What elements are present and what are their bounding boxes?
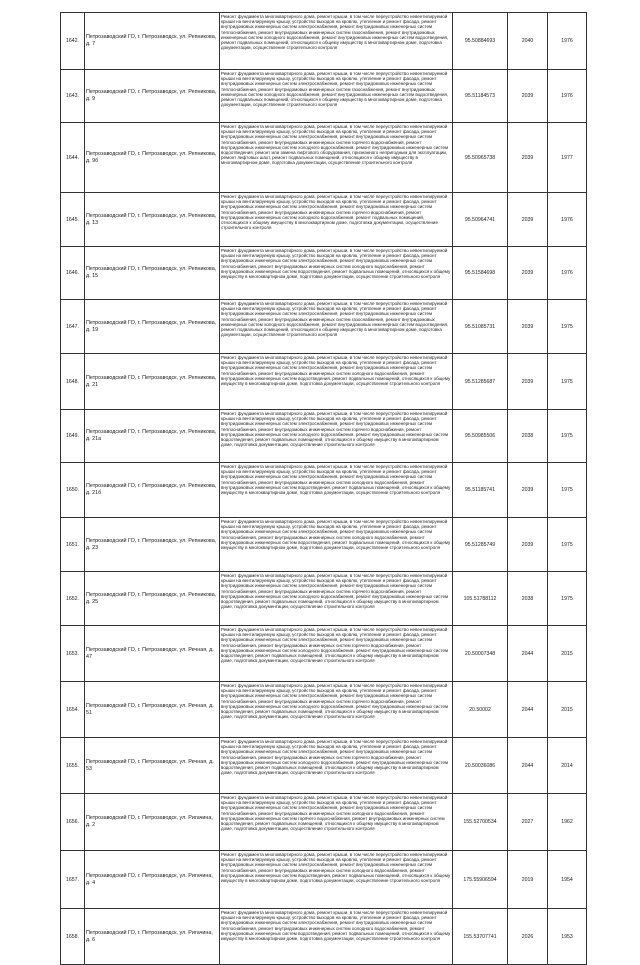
- table-row: [61, 909, 587, 965]
- built-year-cell: 1962: [548, 794, 587, 851]
- cost-cell: 95.51285687: [453, 354, 508, 410]
- built-year-cell: 1975: [548, 518, 587, 572]
- address-cell: Петрозаводский ГО, г. Петрозаводск, ул. Репникова, д. 13: [85, 193, 220, 247]
- works-cell: Ремонт фундамента многоквартирного дома, ремонт крыши, в том числе переустройство невентилируемой крыши на вентилируемую крышу, устройство выходов на кровлю, утепление и ремонт фасада, ремонт внутридомовых инженерных систем электроснабжения, ремонт внутридомовых инженерных систем теплоснабжения, ремонт внутридомовых инженерных систем холодного водоснабжения, ремонт внутридомовых инженерных систем водоотведения, ремонт подвальных помещений, относящихся к общему имуществу в многоквартирном доме, подготовка документации, осуществление строительного контроля: [220, 518, 453, 572]
- row-number-cell: 1650.: [61, 463, 85, 518]
- cost-cell: 20.50007348: [453, 626, 508, 682]
- address-cell: Петрозаводский ГО, г. Петрозаводск, ул. Речная, д. 47: [85, 626, 220, 682]
- built-year-cell: 2015: [548, 682, 587, 738]
- planned-year-cell: 2044: [508, 626, 548, 682]
- built-year-cell: 1976: [548, 70, 587, 123]
- works-cell: Ремонт фундамента многоквартирного дома, ремонт крыши, в том числе переустройство невентилируемой крыши на вентилируемую крышу, устройство выходов на кровлю, утепление и ремонт фасада, ремонт внутридомовых инженерных систем электроснабжения, ремонт внутридомовых инженерных систем теплоснабжения, ремонт внутридомовых инженерных систем газоснабжения, ремонт внутридомовых инженерных систем холодного водоснабжения, ремонт внутридомовых инженерных систем водоотведения, ремонт подвальных помещений, относящихся к общему имуществу в многоквартирном доме, подготовка документации, осуществление строительного контроля: [220, 300, 453, 354]
- row-number-cell: 1646.: [61, 247, 85, 300]
- table-row: [61, 682, 587, 738]
- cost-cell: 20.50002: [453, 682, 508, 738]
- works-cell: Ремонт фундамента многоквартирного дома, ремонт крыши, в том числе переустройство невентилируемой крыши на вентилируемую крышу, устройство выходов на кровлю, утепление и ремонт фасада, ремонт внутридомовых инженерных систем электроснабжения, ремонт внутридомовых инженерных систем теплоснабжения, ремонт внутридомовых инженерных систем горячего водоснабжения, ремонт внутридомовых инженерных систем холодного водоснабжения, ремонт внутридомовых инженерных систем водоотведения, ремонт подвальных помещений, относящихся к общему имуществу в многоквартирном доме, подготовка документации, осуществление строительного контроля: [220, 626, 453, 682]
- planned-year-cell: 2026: [508, 909, 548, 965]
- row-number-cell: 1648.: [61, 354, 85, 410]
- cost-cell: 95.51184573: [453, 70, 508, 123]
- table-row: [61, 794, 587, 851]
- row-number-cell: 1654.: [61, 682, 85, 738]
- works-cell: Ремонт фундамента многоквартирного дома, ремонт крыши, в том числе переустройство невентилируемой крыши на вентилируемую крышу, устройство выходов на кровлю, утепление и ремонт фасада, ремонт внутридомовых инженерных систем электроснабжения, ремонт внутридомовых инженерных систем теплоснабжения, ремонт внутридомовых инженерных систем горячего водоснабжения, ремонт внутридомовых инженерных систем холодного водоснабжения, ремонт подвальных помещений, относящихся к общему имуществу в многоквартирном доме, подготовка документации, осуществление строительного контроля: [220, 193, 453, 247]
- table-row: [61, 410, 587, 463]
- row-number-cell: 1655.: [61, 738, 85, 794]
- address-cell: Петрозаводский ГО, г. Петрозаводск, ул. Репникова, д. 7: [85, 13, 220, 70]
- row-number-cell: 1649.: [61, 410, 85, 463]
- address-cell: Петрозаводский ГО, г. Петрозаводск, ул. Речная, д. 53: [85, 738, 220, 794]
- address-cell: Петрозаводский ГО, г. Петрозаводск, ул. Речная, д. 51: [85, 682, 220, 738]
- address-cell: Петрозаводский ГО, г. Петрозаводск, ул. Ригачина, д. 4: [85, 851, 220, 909]
- row-number-cell: 1642.: [61, 13, 85, 70]
- planned-year-cell: 2040: [508, 13, 548, 70]
- works-cell: Ремонт фундамента многоквартирного дома, ремонт крыши, в том числе переустройство невентилируемой крыши на вентилируемую крышу, устройство выходов на кровлю, утепление и ремонт фасада, ремонт внутридомовых инженерных систем электроснабжения, ремонт внутридомовых инженерных систем теплоснабжения, ремонт внутридомовых инженерных систем горячего водоснабжения, ремонт внутридомовых инженерных систем холодного водоснабжения, ремонт внутридомовых инженерных систем водоотведения, ремонт подвальных помещений, относящихся к общему имуществу в многоквартирном доме, подготовка документации, осуществление строительного контроля: [220, 682, 453, 738]
- planned-year-cell: 2044: [508, 682, 548, 738]
- built-year-cell: 1975: [548, 300, 587, 354]
- planned-year-cell: 2039: [508, 247, 548, 300]
- planned-year-cell: 2039: [508, 300, 548, 354]
- works-cell: Ремонт фундамента многоквартирного дома, ремонт крыши, в том числе переустройство невентилируемой крыши на вентилируемую крышу, устройство выходов на кровлю, утепление и ремонт фасада, ремонт внутридомовых инженерных систем электроснабжения, ремонт внутридомовых инженерных систем теплоснабжения, ремонт внутридомовых инженерных систем холодного водоснабжения, ремонт внутридомовых инженерных систем водоотведения, ремонт подвальных помещений, относящихся к общему имуществу в многоквартирном доме, подготовка документации, осуществление строительного контроля: [220, 247, 453, 300]
- planned-year-cell: 2039: [508, 354, 548, 410]
- built-year-cell: 2015: [548, 626, 587, 682]
- table-row: [61, 738, 587, 794]
- cost-cell: 105.51788112: [453, 572, 508, 626]
- row-number-cell: 1652.: [61, 572, 85, 626]
- planned-year-cell: 2039: [508, 193, 548, 247]
- works-cell: Ремонт фундамента многоквартирного дома, ремонт крыши, в том числе переустройство невентилируемой крыши на вентилируемую крышу, устройство выходов на кровлю, утепление и ремонт фасада, ремонт внутридомовых инженерных систем электроснабжения, ремонт внутридомовых инженерных систем теплоснабжения, ремонт внутридомовых инженерных систем газоснабжения, ремонт внутридомовых инженерных систем холодного водоснабжения, ремонт внутридомовых инженерных систем водоотведения, ремонт подвальных помещений, относящихся к общему имуществу в многоквартирном доме, подготовка документации, осуществление строительного контроля: [220, 13, 453, 70]
- table-body: [61, 13, 587, 965]
- built-year-cell: 2014: [548, 738, 587, 794]
- repair-schedule-table: [60, 12, 587, 965]
- address-cell: Петрозаводский ГО, г. Петрозаводск, ул. Репникова, д. 9: [85, 70, 220, 123]
- built-year-cell: 1953: [548, 909, 587, 965]
- table-row: [61, 70, 587, 123]
- planned-year-cell: 2019: [508, 851, 548, 909]
- table-row: [61, 626, 587, 682]
- cost-cell: 95.50884693: [453, 13, 508, 70]
- works-cell: Ремонт фундамента многоквартирного дома, ремонт крыши, в том числе переустройство невентилируемой крыши на вентилируемую крышу, устройство выходов на кровлю, утепление и ремонт фасада, ремонт внутридомовых инженерных систем электроснабжения, ремонт внутридомовых инженерных систем теплоснабжения, ремонт внутридомовых инженерных систем горячего водоснабжения, ремонт внутридомовых инженерных систем холодного водоснабжения, ремонт внутридомовых инженерных систем водоотведения, ремонт или замена лифтового оборудования, признанного непригодным для эксплуатации, ремонт лифтовых шахт, ремонт подвальных помещений, относящихся к общему имуществу в многоквартирном доме, подготовка документации, осуществление строительного контроля: [220, 123, 453, 193]
- document-page: [60, 12, 586, 965]
- cost-cell: 20.50036086: [453, 738, 508, 794]
- built-year-cell: 1975: [548, 463, 587, 518]
- table-row: [61, 518, 587, 572]
- address-cell: Петрозаводский ГО, г. Петрозаводск, ул. Репникова, д. 21б: [85, 463, 220, 518]
- address-cell: Петрозаводский ГО, г. Петрозаводск, ул. Репникова, д. 19: [85, 300, 220, 354]
- table-row: [61, 13, 587, 70]
- address-cell: Петрозаводский ГО, г. Петрозаводск, ул. Репникова, д. 21а: [85, 410, 220, 463]
- row-number-cell: 1658.: [61, 909, 85, 965]
- row-number-cell: 1656.: [61, 794, 85, 851]
- planned-year-cell: 2038: [508, 410, 548, 463]
- row-number-cell: 1653.: [61, 626, 85, 682]
- works-cell: Ремонт фундамента многоквартирного дома, ремонт крыши, в том числе переустройство невентилируемой крыши на вентилируемую крышу, устройство выходов на кровлю, утепление и ремонт фасада, ремонт внутридомовых инженерных систем электроснабжения, ремонт внутридомовых инженерных систем теплоснабжения, ремонт внутридомовых инженерных систем холодного водоснабжения, ремонт внутридомовых инженерных систем водоотведения, ремонт подвальных помещений, относящихся к общему имуществу в многоквартирном доме, подготовка документации, осуществление строительного контроля: [220, 354, 453, 410]
- planned-year-cell: 2039: [508, 123, 548, 193]
- table-row: [61, 354, 587, 410]
- works-cell: Ремонт фундамента многоквартирного дома, ремонт крыши, в том числе переустройство невентилируемой крыши на вентилируемую крышу, устройство выходов на кровлю, утепление и ремонт фасада, ремонт внутридомовых инженерных систем электроснабжения, ремонт внутридомовых инженерных систем теплоснабжения, ремонт внутридомовых инженерных систем горячего водоснабжения, ремонт внутридомовых инженерных систем холодного водоснабжения, ремонт внутридомовых инженерных систем водоотведения, ремонт подвальных помещений, относящихся к общему имуществу в многоквартирном доме, подготовка документации, осуществление строительного контроля: [220, 410, 453, 463]
- built-year-cell: 1975: [548, 572, 587, 626]
- works-cell: Ремонт фундамента многоквартирного дома, ремонт крыши, в том числе переустройство невентилируемой крыши на вентилируемую крышу, устройство выходов на кровлю, утепление и ремонт фасада, ремонт внутридомовых инженерных систем электроснабжения, ремонт внутридомовых инженерных систем теплоснабжения, ремонт внутридомовых инженерных систем холодного водоснабжения, ремонт внутридомовых инженерных систем водоотведения, ремонт подвальных помещений, относящихся к общему имуществу в многоквартирном доме, подготовка документации, осуществление строительного контроля: [220, 851, 453, 909]
- cost-cell: 95.51584698: [453, 247, 508, 300]
- built-year-cell: 1954: [548, 851, 587, 909]
- address-cell: Петрозаводский ГО, г. Петрозаводск, ул. Репникова, д. 15: [85, 247, 220, 300]
- cost-cell: 175.55906594: [453, 851, 508, 909]
- works-cell: Ремонт фундамента многоквартирного дома, ремонт крыши, в том числе переустройство невентилируемой крыши на вентилируемую крышу, устройство выходов на кровлю, утепление и ремонт фасада, ремонт внутридомовых инженерных систем электроснабжения, ремонт внутридомовых инженерных систем теплоснабжения, ремонт внутридомовых инженерных систем холодного водоснабжения, ремонт внутридомовых инженерных систем водоотведения, ремонт подвальных помещений, относящихся к общему имуществу в многоквартирном доме, подготовка документации, осуществление строительного контроля: [220, 463, 453, 518]
- table-row: [61, 300, 587, 354]
- built-year-cell: 1977: [548, 123, 587, 193]
- works-cell: Ремонт фундамента многоквартирного дома, ремонт крыши, в том числе переустройство невентилируемой крыши на вентилируемую крышу, устройство выходов на кровлю, утепление и ремонт фасада, ремонт внутридомовых инженерных систем электроснабжения, ремонт внутридомовых инженерных систем теплоснабжения, ремонт внутридомовых инженерных систем газоснабжения, ремонт внутридомовых инженерных систем холодного водоснабжения, ремонт внутридомовых инженерных систем водоотведения, ремонт подвальных помещений, относящихся к общему имуществу в многоквартирном доме, подготовка документации, осуществление строительного контроля: [220, 70, 453, 123]
- table-row: [61, 851, 587, 909]
- cost-cell: 95.50985506: [453, 410, 508, 463]
- table-row: [61, 463, 587, 518]
- row-number-cell: 1645.: [61, 193, 85, 247]
- address-cell: Петрозаводский ГО, г. Петрозаводск, ул. Репникова, д. 21: [85, 354, 220, 410]
- address-cell: Петрозаводский ГО, г. Петрозаводск, ул. Репникова, д. 25: [85, 572, 220, 626]
- planned-year-cell: 2039: [508, 518, 548, 572]
- cost-cell: 95.51285749: [453, 518, 508, 572]
- table-row: [61, 572, 587, 626]
- row-number-cell: 1644.: [61, 123, 85, 193]
- works-cell: Ремонт фундамента многоквартирного дома, ремонт крыши, в том числе переустройство невентилируемой крыши на вентилируемую крышу, устройство выходов на кровлю, утепление и ремонт фасада, ремонт внутридомовых инженерных систем электроснабжения, ремонт внутридомовых инженерных систем теплоснабжения, ремонт внутридомовых инженерных систем холодного водоснабжения, ремонт внутридомовых инженерных систем водоотведения, ремонт подвальных помещений, относящихся к общему имуществу в многоквартирном доме, подготовка документации, осуществление строительного контроля: [220, 909, 453, 965]
- cost-cell: 95.51085731: [453, 300, 508, 354]
- built-year-cell: 1976: [548, 193, 587, 247]
- row-number-cell: 1657.: [61, 851, 85, 909]
- works-cell: Ремонт фундамента многоквартирного дома, ремонт крыши, в том числе переустройство невентилируемой крыши на вентилируемую крышу, устройство выходов на кровлю, утепление и ремонт фасада, ремонт внутридомовых инженерных систем электроснабжения, ремонт внутридомовых инженерных систем теплоснабжения, ремонт внутридомовых инженерных систем холодного водоснабжения, ремонт внутридомовых инженерных систем горячего водоснабжения, ремонт внутридомовых инженерных систем водоотведения, ремонт подвальных помещений, относящихся к общему имуществу в многоквартирном доме, подготовка документации, осуществление строительного контроля: [220, 794, 453, 851]
- cost-cell: 95.51185741: [453, 463, 508, 518]
- address-cell: Петрозаводский ГО, г. Петрозаводск, ул. Репникова, д. 9б: [85, 123, 220, 193]
- cost-cell: 95.50964741: [453, 193, 508, 247]
- built-year-cell: 1975: [548, 410, 587, 463]
- planned-year-cell: 2038: [508, 572, 548, 626]
- planned-year-cell: 2039: [508, 463, 548, 518]
- built-year-cell: 1975: [548, 354, 587, 410]
- planned-year-cell: 2027: [508, 794, 548, 851]
- planned-year-cell: 2039: [508, 70, 548, 123]
- built-year-cell: 1976: [548, 13, 587, 70]
- works-cell: Ремонт фундамента многоквартирного дома, ремонт крыши, в том числе переустройство невентилируемой крыши на вентилируемую крышу, устройство выходов на кровлю, утепление и ремонт фасада, ремонт внутридомовых инженерных систем электроснабжения, ремонт внутридомовых инженерных систем теплоснабжения, ремонт внутридомовых инженерных систем горячего водоснабжения, ремонт внутридомовых инженерных систем холодного водоснабжения, ремонт внутридомовых инженерных систем водоотведения, ремонт подвальных помещений, относящихся к общему имуществу в многоквартирном доме, подготовка документации, осуществление строительного контроля: [220, 572, 453, 626]
- planned-year-cell: 2044: [508, 738, 548, 794]
- cost-cell: 155.52700534: [453, 794, 508, 851]
- address-cell: Петрозаводский ГО, г. Петрозаводск, ул. Ригачина, д. 2: [85, 794, 220, 851]
- table-row: [61, 247, 587, 300]
- row-number-cell: 1647.: [61, 300, 85, 354]
- address-cell: Петрозаводский ГО, г. Петрозаводск, ул. Репникова, д. 23: [85, 518, 220, 572]
- row-number-cell: 1651.: [61, 518, 85, 572]
- works-cell: Ремонт фундамента многоквартирного дома, ремонт крыши, в том числе переустройство невентилируемой крыши на вентилируемую крышу, устройство выходов на кровлю, утепление и ремонт фасада, ремонт внутридомовых инженерных систем электроснабжения, ремонт внутридомовых инженерных систем теплоснабжения, ремонт внутридомовых инженерных систем горячего водоснабжения, ремонт внутридомовых инженерных систем холодного водоснабжения, ремонт внутридомовых инженерных систем водоотведения, ремонт подвальных помещений, относящихся к общему имуществу в многоквартирном доме, подготовка документации, осуществление строительного контроля: [220, 738, 453, 794]
- table-row: [61, 193, 587, 247]
- built-year-cell: 1976: [548, 247, 587, 300]
- row-number-cell: 1643.: [61, 70, 85, 123]
- cost-cell: 95.50965738: [453, 123, 508, 193]
- table-row: [61, 123, 587, 193]
- cost-cell: 155.53707741: [453, 909, 508, 965]
- address-cell: Петрозаводский ГО, г. Петрозаводск, ул. Ригачина, д. 6: [85, 909, 220, 965]
